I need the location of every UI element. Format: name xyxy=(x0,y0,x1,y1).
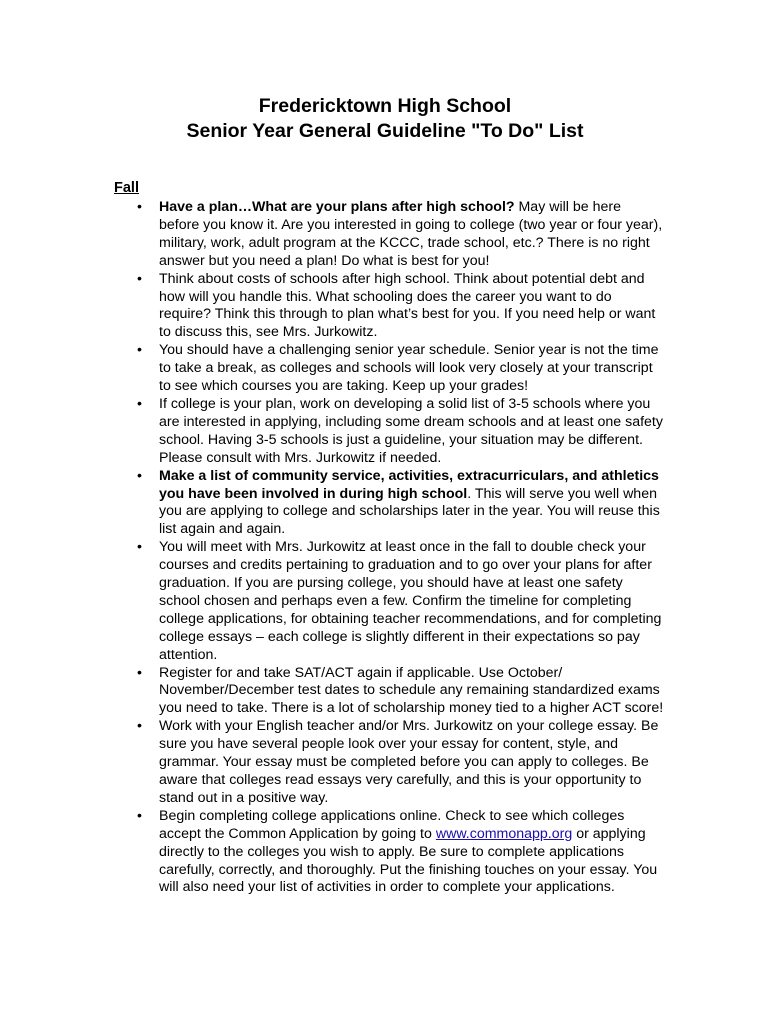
list-item xyxy=(159,271,664,343)
item-text: Begin completing college applications online. Check to see which colleges accept the Common Application by going to xyxy=(159,807,625,842)
item-text-after: or applying directly to the colleges you wish to apply. Be sure to complete applications carefully, correctly, and thoroughly. Put the finishing touches on your essay. You will also need your list of activities in order to complete your applications. xyxy=(159,825,658,896)
section-heading-fall: Fall xyxy=(114,180,139,196)
page-title: Senior Year General Guideline "To Do" List xyxy=(186,120,584,142)
list-item xyxy=(159,808,664,898)
list-item xyxy=(159,665,664,719)
item-bold-text: Make a list of community service, activities, extracurriculars, and athletics you have been involved in during high school xyxy=(159,467,659,502)
item-text: Think about costs of schools after high school. Think about potential debt and how will you handle this. What schooling does the career you want to do require? Think this through to plan what’s best for you. If you need help or want to discuss this, see Mrs. Jurkowitz. xyxy=(159,270,656,341)
list-item xyxy=(159,199,664,271)
item-text: May will be here before you know it. Are you interested in going to college (two year or four year), military, work, adult program at the KCCC, trade school, etc.? There is no right answer but you need a plan! Do what is best for you! xyxy=(159,199,663,269)
document-header xyxy=(0,94,770,144)
list-item xyxy=(159,468,664,540)
item-text: You will meet with Mrs. Jurkowitz at least once in the fall to double check your courses and credits pertaining to graduation and to go over your plans for after graduation. If you are pursing college, you should have at least one safety school chosen and perhaps even a few. Confirm the timeline for completing college applications, for obtaining teacher recommendations, and for completing college essays – each college is slightly different in their expectations so pay attention. xyxy=(159,539,662,663)
list-item xyxy=(159,718,664,808)
list-item xyxy=(159,396,664,468)
item-text: Work with your English teacher and/or Mrs. Jurkowitz on your college essay. Be sure you have several people look over your essay for content, style, and grammar. Your essay must be completed before you can apply to colleges. Be aware that colleges read essays very carefully, and this is your opportunity to stand out in a positive way. xyxy=(159,718,659,806)
list-item xyxy=(159,342,664,396)
item-text: You should have a challenging senior year schedule. Senior year is not the time to take a break, as colleges and schools will look very closely at your transcript to see which courses you are taking. Keep up your grades! xyxy=(159,342,659,395)
item-text: Register for and take SAT/ACT again if applicable. Use October/ November/December test dates to schedule any remaining standardized exams you need to take. There is a lot of scholarship money tied to a higher ACT score! xyxy=(159,664,664,717)
commonapp-link[interactable]: www.commonapp.org xyxy=(435,825,573,842)
item-text: . This will serve you well when you are applying to college and scholarships later in the year. You will reuse this list again and again. xyxy=(159,485,660,538)
todo-list xyxy=(159,199,664,897)
item-bold-text: Have a plan…What are your plans after high school? xyxy=(159,199,515,215)
list-item xyxy=(159,539,664,664)
item-text: If college is your plan, work on developing a solid list of 3-5 schools where you are interested in applying, including some dream schools and at least one safety school. Having 3-5 schools is just a guideline, your situation may be different. Please consult with Mrs. Jurkowitz if needed. xyxy=(159,395,663,466)
school-name: Fredericktown High School xyxy=(258,95,512,117)
